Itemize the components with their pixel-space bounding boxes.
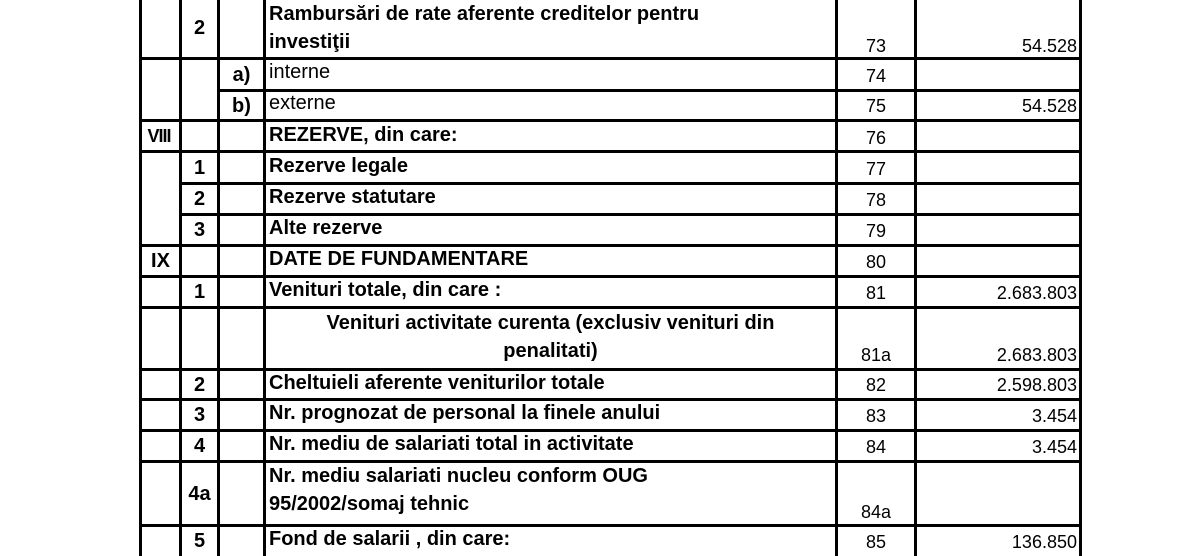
row-section: VIII	[147, 126, 171, 146]
row-number: 3	[193, 404, 206, 426]
row-number: 5	[193, 530, 206, 552]
row-code: 85	[865, 532, 887, 552]
row-value: 2.683.803	[996, 345, 1077, 365]
row-label: REZERVE, din care:	[269, 124, 458, 146]
row-code: 83	[865, 406, 887, 426]
row-code: 78	[865, 190, 887, 210]
row-label-line: Venituri activitate curenta (exclusiv venituri din	[326, 312, 775, 334]
grid-line	[1079, 0, 1082, 556]
row-section: IX	[151, 250, 170, 272]
row-label: Fond de salarii , din care:	[269, 528, 511, 550]
row-label: externe	[269, 92, 336, 114]
row-code: 84a	[860, 502, 892, 522]
row-number: 1	[193, 157, 206, 179]
row-code: 81	[865, 283, 887, 303]
row-label: Nr. mediu de salariati total in activitate	[269, 433, 634, 455]
row-value: 3.454	[1031, 437, 1077, 457]
row-value: 3.454	[1031, 406, 1077, 426]
row-value: 54.528	[1021, 96, 1077, 116]
row-value: 2.683.803	[996, 283, 1077, 303]
row-code: 79	[865, 221, 887, 241]
row-code: 81a	[860, 345, 892, 365]
row-value: 54.528	[1021, 36, 1077, 56]
row-value: 136.850	[1011, 532, 1077, 552]
row-label: Venituri totale, din care :	[269, 279, 502, 301]
row-number: 4	[193, 435, 206, 457]
row-label-line: penalitati)	[503, 340, 598, 362]
row-code: 82	[865, 375, 887, 395]
row-letter: b)	[232, 95, 251, 117]
row-code: 76	[865, 128, 887, 148]
row-label: Alte rezerve	[269, 217, 383, 239]
row-label: Rambursări de rate aferente creditelor pentru investiţii	[269, 3, 700, 53]
grid-line	[263, 0, 266, 556]
row-code: 80	[865, 252, 887, 272]
row-label: Nr. prognozat de personal la finele anului	[269, 402, 661, 424]
row-label-line: 95/2002/somaj tehnic	[269, 493, 470, 515]
row-value: 2.598.803	[996, 375, 1077, 395]
row-code: 84	[865, 437, 887, 457]
grid-line	[914, 0, 917, 556]
grid-line	[139, 0, 142, 556]
row-number: 2	[193, 188, 206, 210]
row-label: Rezerve legale	[269, 155, 408, 177]
row-label: interne	[269, 61, 331, 83]
row-letter: a)	[232, 64, 251, 86]
row-code: 73	[865, 36, 887, 56]
row-code: 77	[865, 159, 887, 179]
row-number: 2	[193, 17, 206, 39]
row-code: 74	[865, 66, 887, 86]
row-label: Rezerve statutare	[269, 186, 436, 208]
row-number: 4a	[188, 483, 211, 505]
row-label: DATE DE FUNDAMENTARE	[269, 248, 529, 270]
row-number: 2	[193, 374, 206, 396]
row-label: Cheltuieli aferente veniturilor totale	[269, 372, 605, 394]
row-number: 3	[193, 219, 206, 241]
row-label-line: Nr. mediu salariati nucleu conform OUG	[269, 465, 648, 487]
row-code: 75	[865, 96, 887, 116]
row-number: 1	[193, 281, 206, 303]
